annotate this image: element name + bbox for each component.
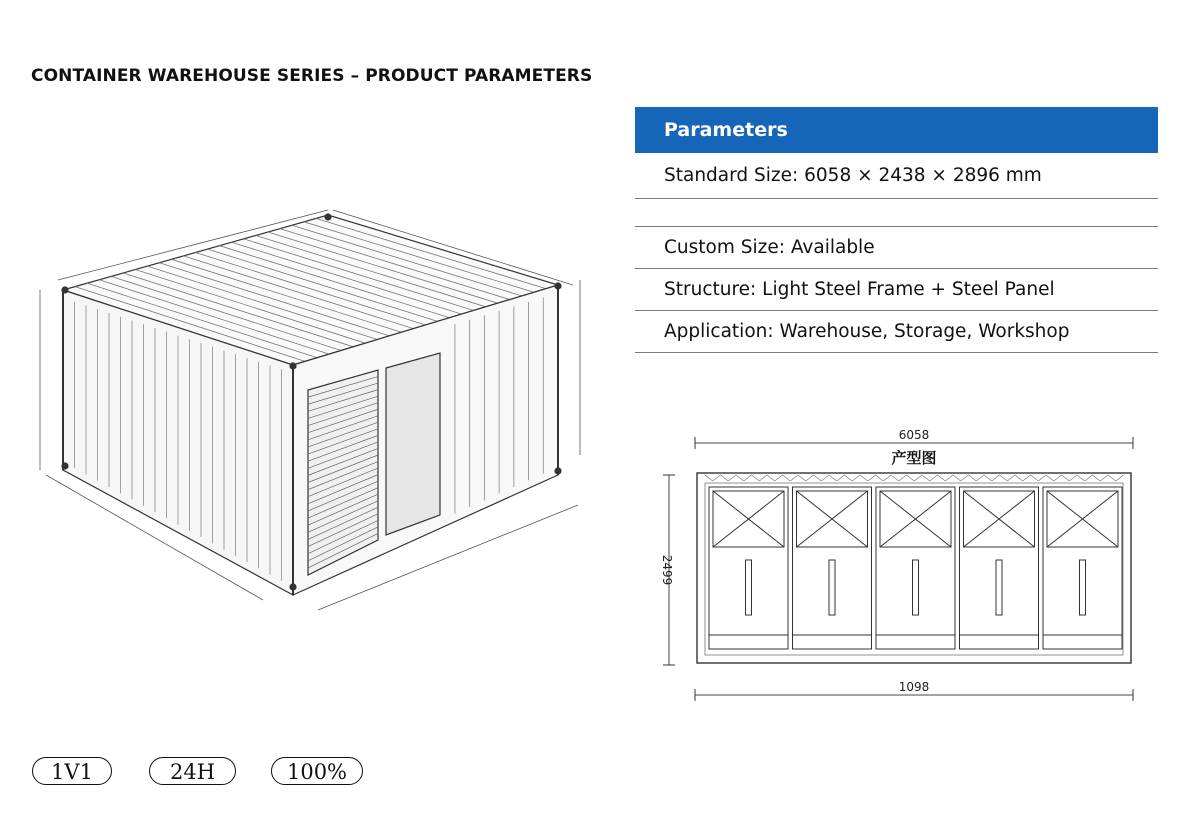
container-isometric-illustration — [28, 190, 618, 620]
top-dimension-label: 6058 — [898, 428, 930, 442]
side-dimension-label: 2499 — [660, 554, 674, 586]
container-bay — [960, 487, 1039, 649]
container-bay — [793, 487, 872, 649]
param-standard-size: Standard Size: 6058 × 2438 × 2896 mm — [635, 153, 1158, 199]
container-bays — [709, 487, 1122, 649]
plan-drawing-title: 产型图 — [891, 449, 937, 467]
param-structure: Structure: Light Steel Frame + Steel Panel — [635, 269, 1158, 311]
container-plan-drawing — [655, 425, 1155, 705]
badge-1v1: 1V1 — [32, 757, 112, 785]
door-opening — [386, 353, 440, 535]
page-title: CONTAINER WAREHOUSE SERIES – PRODUCT PARAMETERS — [31, 66, 593, 86]
param-blank-row — [635, 199, 1158, 227]
container-bay — [1043, 487, 1122, 649]
frame-zigzag — [705, 475, 1124, 481]
param-application: Application: Warehouse, Storage, Workshop — [635, 311, 1158, 353]
param-custom-size: Custom Size: Available — [635, 227, 1158, 269]
parameters-header: Parameters — [635, 107, 1158, 153]
badge-24h: 24H — [149, 757, 236, 785]
container-bay — [709, 487, 788, 649]
container-bay — [876, 487, 955, 649]
badge-100-percent: 100% — [271, 757, 363, 785]
parameters-table — [635, 107, 1158, 353]
bottom-dimension-label: 1098 — [898, 680, 930, 694]
